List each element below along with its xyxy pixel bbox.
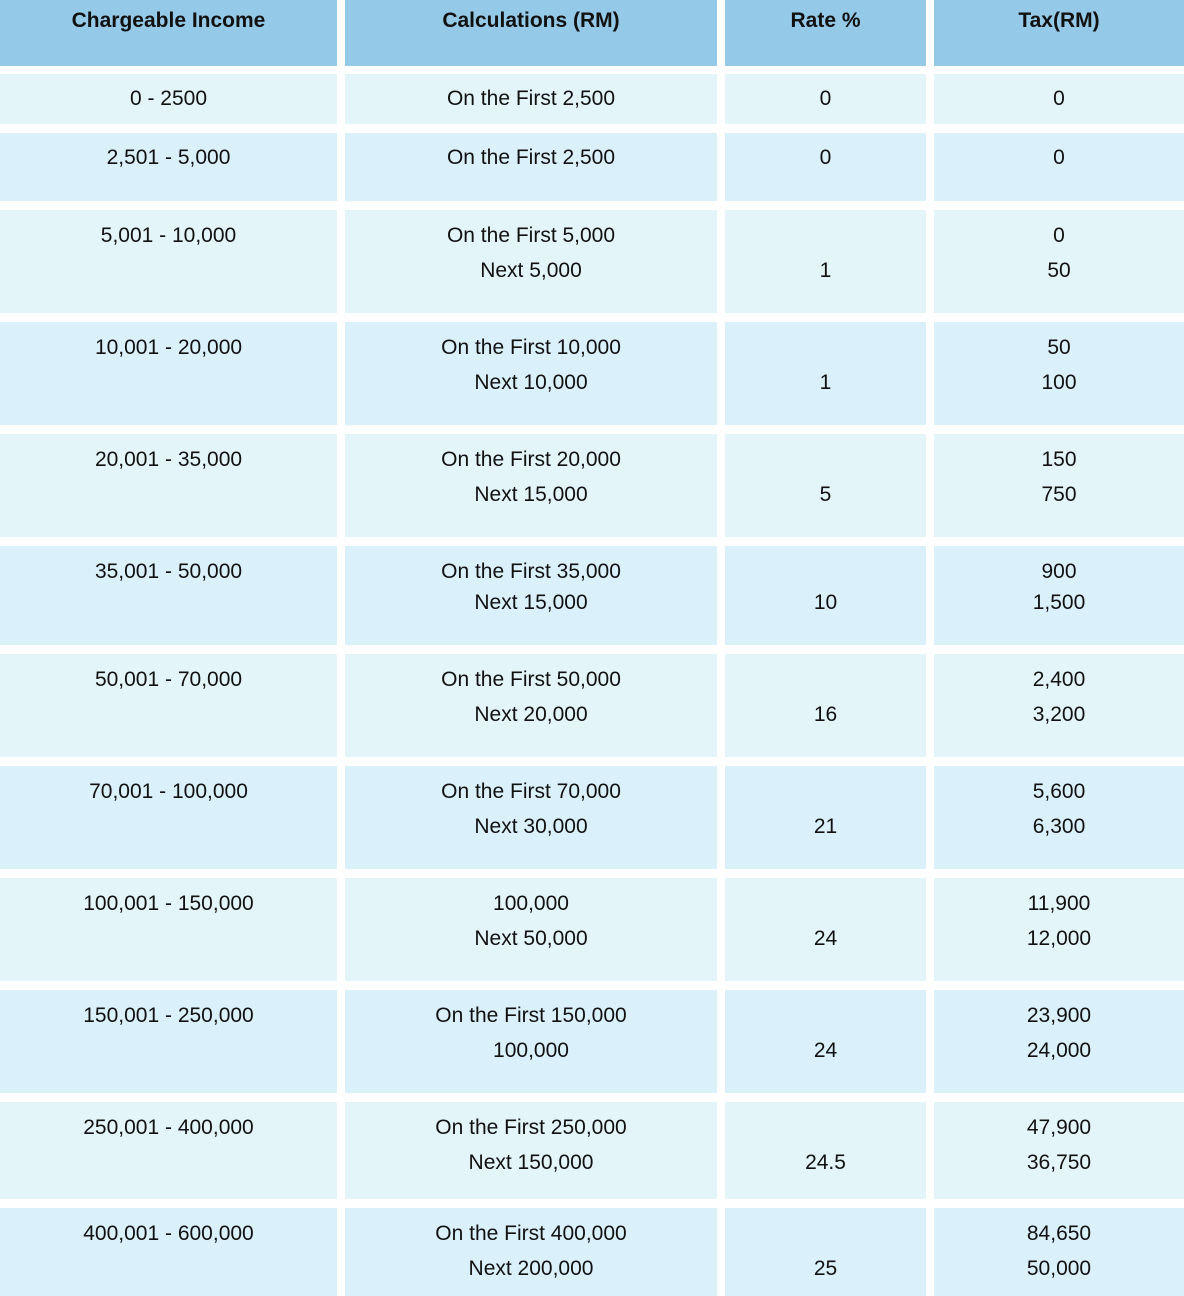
calculation-line: Next 15,000 <box>474 483 588 506</box>
calculation-line: On the First 400,000 <box>435 1222 627 1245</box>
income-range: 50,001 - 70,000 <box>94 668 243 691</box>
header-rate: Rate % <box>725 0 926 66</box>
calculation-line: Next 50,000 <box>474 927 588 950</box>
tax-value: 750 <box>1041 483 1077 506</box>
rate-value: 0 <box>819 87 832 110</box>
table-row <box>0 210 1184 313</box>
calculation-line: On the First 5,000 <box>446 224 616 247</box>
table-row <box>0 322 1184 425</box>
header-calculations: Calculations (RM) <box>345 0 717 66</box>
tax-value: 6,300 <box>1032 815 1086 838</box>
rate-value: 21 <box>813 815 838 838</box>
rate-value: 1 <box>819 259 832 282</box>
income-range: 150,001 - 250,000 <box>83 1004 254 1027</box>
tax-value: 100 <box>1041 371 1077 394</box>
income-range: 10,001 - 20,000 <box>94 336 243 359</box>
calculation-line: On the First 2,500 <box>446 87 616 110</box>
income-range: 5,001 - 10,000 <box>100 224 237 247</box>
table-row <box>0 74 1184 124</box>
calculation-line: Next 30,000 <box>474 815 588 838</box>
table-row <box>0 434 1184 537</box>
tax-value: 3,200 <box>1032 703 1086 726</box>
tax-value: 1,500 <box>1032 591 1086 614</box>
calculation-line: Next 20,000 <box>474 703 588 726</box>
table-row <box>0 878 1184 981</box>
calculation-line: On the First 70,000 <box>441 780 621 803</box>
tax-value: 0 <box>1053 87 1065 110</box>
table-row <box>0 990 1184 1093</box>
tax-value: 11,900 <box>1027 892 1091 915</box>
tax-value: 23,900 <box>1026 1004 1092 1027</box>
calculation-line: On the First 250,000 <box>435 1116 627 1139</box>
table-row <box>0 654 1184 757</box>
tax-value: 50,000 <box>1026 1257 1092 1280</box>
rate-value: 0 <box>819 146 832 169</box>
calculation-line: On the First 10,000 <box>441 336 621 359</box>
tax-value: 150 <box>1041 448 1077 471</box>
table-row <box>0 133 1184 201</box>
rate-value: 10 <box>813 591 838 614</box>
calculation-line: Next 10,000 <box>474 371 588 394</box>
tax-value: 84,650 <box>1026 1222 1092 1245</box>
income-range: 0 - 2500 <box>129 87 208 110</box>
tax-value: 900 <box>1041 560 1077 583</box>
calculation-line: On the First 35,000 <box>441 560 621 583</box>
calculation-line: Next 200,000 <box>468 1257 594 1280</box>
calculation-line: 100,000 <box>493 1039 569 1062</box>
calculation-line: On the First 150,000 <box>435 1004 627 1027</box>
table-header-row <box>0 0 1184 66</box>
header-chargeable-income: Chargeable Income <box>0 0 337 66</box>
tax-value: 0 <box>1053 146 1065 169</box>
tax-value: 24,000 <box>1026 1039 1092 1062</box>
income-range: 35,001 - 50,000 <box>94 560 243 583</box>
income-range: 2,501 - 5,000 <box>106 146 231 169</box>
table-row <box>0 766 1184 869</box>
tax-value: 12,000 <box>1026 927 1092 950</box>
tax-value: 50 <box>1047 259 1071 282</box>
tax-value: 2,400 <box>1032 668 1086 691</box>
income-range: 70,001 - 100,000 <box>89 780 248 803</box>
income-range: 20,001 - 35,000 <box>94 448 243 471</box>
rate-value: 16 <box>813 703 838 726</box>
table-row <box>0 1102 1184 1199</box>
table-row <box>0 1208 1184 1296</box>
tax-value: 47,900 <box>1026 1116 1092 1139</box>
rate-value: 24 <box>813 1039 838 1062</box>
income-range: 250,001 - 400,000 <box>83 1116 254 1139</box>
calculation-line: On the First 50,000 <box>441 668 621 691</box>
income-range: 400,001 - 600,000 <box>83 1222 254 1245</box>
calculation-line: On the First 20,000 <box>441 448 621 471</box>
calculation-line: Next 15,000 <box>474 591 588 614</box>
header-tax: Tax(RM) <box>934 0 1184 66</box>
rate-value: 25 <box>813 1257 838 1280</box>
table-row <box>0 546 1184 645</box>
calculation-line: Next 150,000 <box>468 1151 594 1174</box>
tax-value: 5,600 <box>1032 780 1086 803</box>
income-range: 100,001 - 150,000 <box>83 892 254 915</box>
rate-value: 24.5 <box>805 1151 846 1174</box>
tax-value: 36,750 <box>1026 1151 1092 1174</box>
rate-value: 1 <box>819 371 832 394</box>
rate-value: 24 <box>813 927 838 950</box>
rate-value: 5 <box>819 483 832 506</box>
calculation-line: 100,000 <box>493 892 569 915</box>
tax-value: 0 <box>1053 224 1065 247</box>
tax-value: 50 <box>1047 336 1071 359</box>
calculation-line: Next 5,000 <box>480 259 582 282</box>
calculation-line: On the First 2,500 <box>446 146 616 169</box>
